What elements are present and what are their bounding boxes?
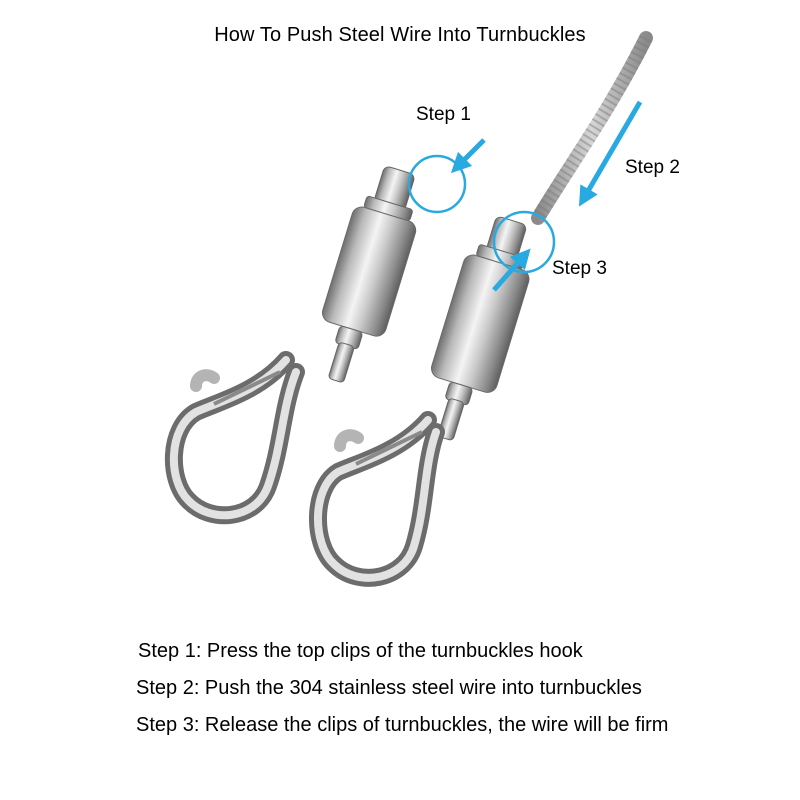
arrow-down-left-icon: [458, 140, 484, 166]
instruction-step-3: Step 3: Release the clips of turnbuckles, the wire will be firm: [136, 714, 669, 736]
instruction-list: [136, 638, 776, 749]
right-hook: [318, 420, 436, 578]
step2-callout: Step 2: [625, 157, 680, 178]
left-hook: [174, 360, 296, 515]
arrow-down-left-icon: [584, 102, 640, 198]
steel-wire: [538, 38, 646, 218]
instruction-step-1: Step 1: Press the top clips of the turnbuckles hook: [138, 640, 583, 662]
instruction-step-2: Step 2: Push the 304 stainless steel wire into turnbuckles: [136, 677, 642, 699]
step3-callout: Step 3: [552, 258, 607, 279]
step1-callout: Step 1: [416, 104, 471, 125]
diagram-title: How To Push Steel Wire Into Turnbuckles: [214, 24, 586, 46]
